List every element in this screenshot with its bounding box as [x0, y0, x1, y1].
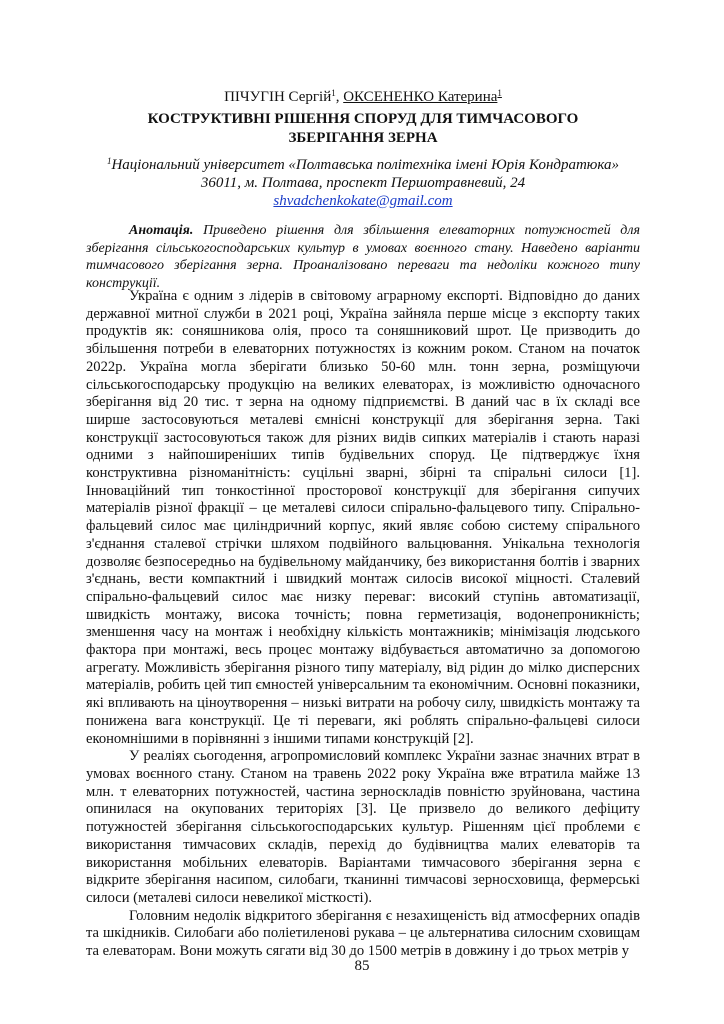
body-text — [86, 288, 640, 961]
abstract — [86, 222, 640, 292]
title-line-1: КОСТРУКТИВНІ РІШЕННЯ СПОРУД ДЛЯ ТИМЧАСОВОГО — [147, 111, 579, 127]
body-paragraph-2: У реаліях сьогодення, агропромисловий комплекс України зазнає значних втрат в умовах воєнного стану. Станом на травень 2022 року Україна вже втратила майже 13 млн. т елеваторних потужностей, частина зерноскладів повністю зруйнована, частина опинилася на окупованих територіях [3]. Це призвело до великого дефіциту потужностей зберігання сільськогосподарських культур. Рішенням цієї проблеми є використання тимчасових складів, перехід до будівництва малих елеваторів та використання мобільних елеваторів. Варіантами тимчасового зберігання зерна є відкрите зберігання насипом, силобаги, тканинні тимчасові зерносховища, фермерські силоси (металеві силоси невеликої місткості). — [86, 748, 640, 906]
address-line: 36011, м. Полтава, проспект Першотравневий, 24 — [200, 175, 526, 191]
affiliation-line — [86, 152, 640, 174]
abstract-label: Анотація. — [129, 223, 194, 238]
title-line-2: ЗБЕРІГАННЯ ЗЕРНА — [288, 130, 438, 146]
author-separator: , — [335, 89, 344, 105]
authors-line — [86, 88, 640, 106]
abstract-paragraph — [86, 222, 640, 292]
paper-title — [86, 110, 640, 148]
author-1-affil-mark: 1 — [331, 88, 336, 98]
affiliation-mark: 1 — [106, 156, 112, 166]
affiliation-name: Національний університет «Полтавська політехніка імені Юрія Кондратюка» — [111, 157, 620, 173]
affiliation-block — [86, 152, 640, 210]
author-1: ПІЧУГІН Сергій — [224, 89, 332, 105]
author-2-affil-mark: 1 — [497, 88, 502, 98]
page-number: 85 — [354, 958, 370, 974]
body-paragraph-1: Україна є одним з лідерів в світовому аграрному експорті. Відповідно до даних державної митної служби в 2021 році, Україна зайняла перше місце з експорту таких продуктів як: соняшникова олія, просо та соняшниковий шрот. Це призводить до збільшення потреби в елеваторних потужностях із кожним роком. Станом на початок 2022р. Україна могла зберігати близько 50-60 млн. тонн зерна, розміщуючи сільськогосподарську продукцію на великих елеваторах, із можливістю одночасного зберігання від 20 тис. т зерна на одному підприємстві. В даний час в їх складі все ширше застосовуються металеві ємнісні конструкції для зберігання зерна. Такі конструкції застосовуються також для різних видів сипких матеріалів і стають наразі одними з найпоширеніших типів будівельних споруд. Це підтверджує їхня конструктивна різноманітність: суцільні зварні, збірні та спіральні силоси [1]. Інноваційний тип тонкостінної просторової конструкції для зберігання сипучих матеріалів різної фракції – це металеві силоси спірально-фальцевого типу. Спірально-фальцевий силос має циліндричний корпус, який являє собою систему спірального з'єднання сталевої стрічки шляхом подвійного вальцювання. Унікальна технологія дозволяє безпосередньо на будівельному майданчику, без використання болтів і зварних з'єднань, вести компактний і швидкий монтаж силосів високої міцності. Сталевий спірально-фальцевий силос має низку переваг: високий ступінь автоматизації, швидкість монтажу, висока точність; повна герметизація, водонепроникність; зменшення часу на монтаж і необхідну кількість монтажників; мінімізація людського фактора при монтажі, весь процес монтажу відбувається автоматично за допомогою агрегату. Можливість зберігання різного типу матеріалу, від рідин до мілко дисперсних матеріалів, робить цей тип ємностей універсальним та економічним. Основні показники, які впливають на ціноутворення – низькі витрати на робочу силу, швидкість монтажу та понижена вага конструкції. Це ті переваги, які роблять спірально-фальцеві силоси економнішими в порівнянні з іншими типами конструкцій [2]. — [86, 288, 641, 747]
body-paragraph-3: Головним недолік відкритого зберігання є незахищеність від атмосферних опадів та шкідників. Силобаги або поліетиленові рукава – це альтернатива силосним сховищам та елеваторам. Вони можуть сягати від 30 до 1500 метрів в довжину і до трьох метрів у — [86, 907, 640, 960]
abstract-text: Приведено рішення для збільшення елеваторних потужностей для зберігання сільськогосподарських культур в умовах воєнного стану. Наведено варіанти тимчасового зберігання зерна. Проаналізовано переваги та недоліки кожного типу конструкції. — [86, 223, 640, 291]
email-link[interactable]: shvadchenkokate@gmail.com — [273, 193, 453, 209]
author-2: ОКСЕНЕНКО Катерина — [343, 89, 498, 105]
